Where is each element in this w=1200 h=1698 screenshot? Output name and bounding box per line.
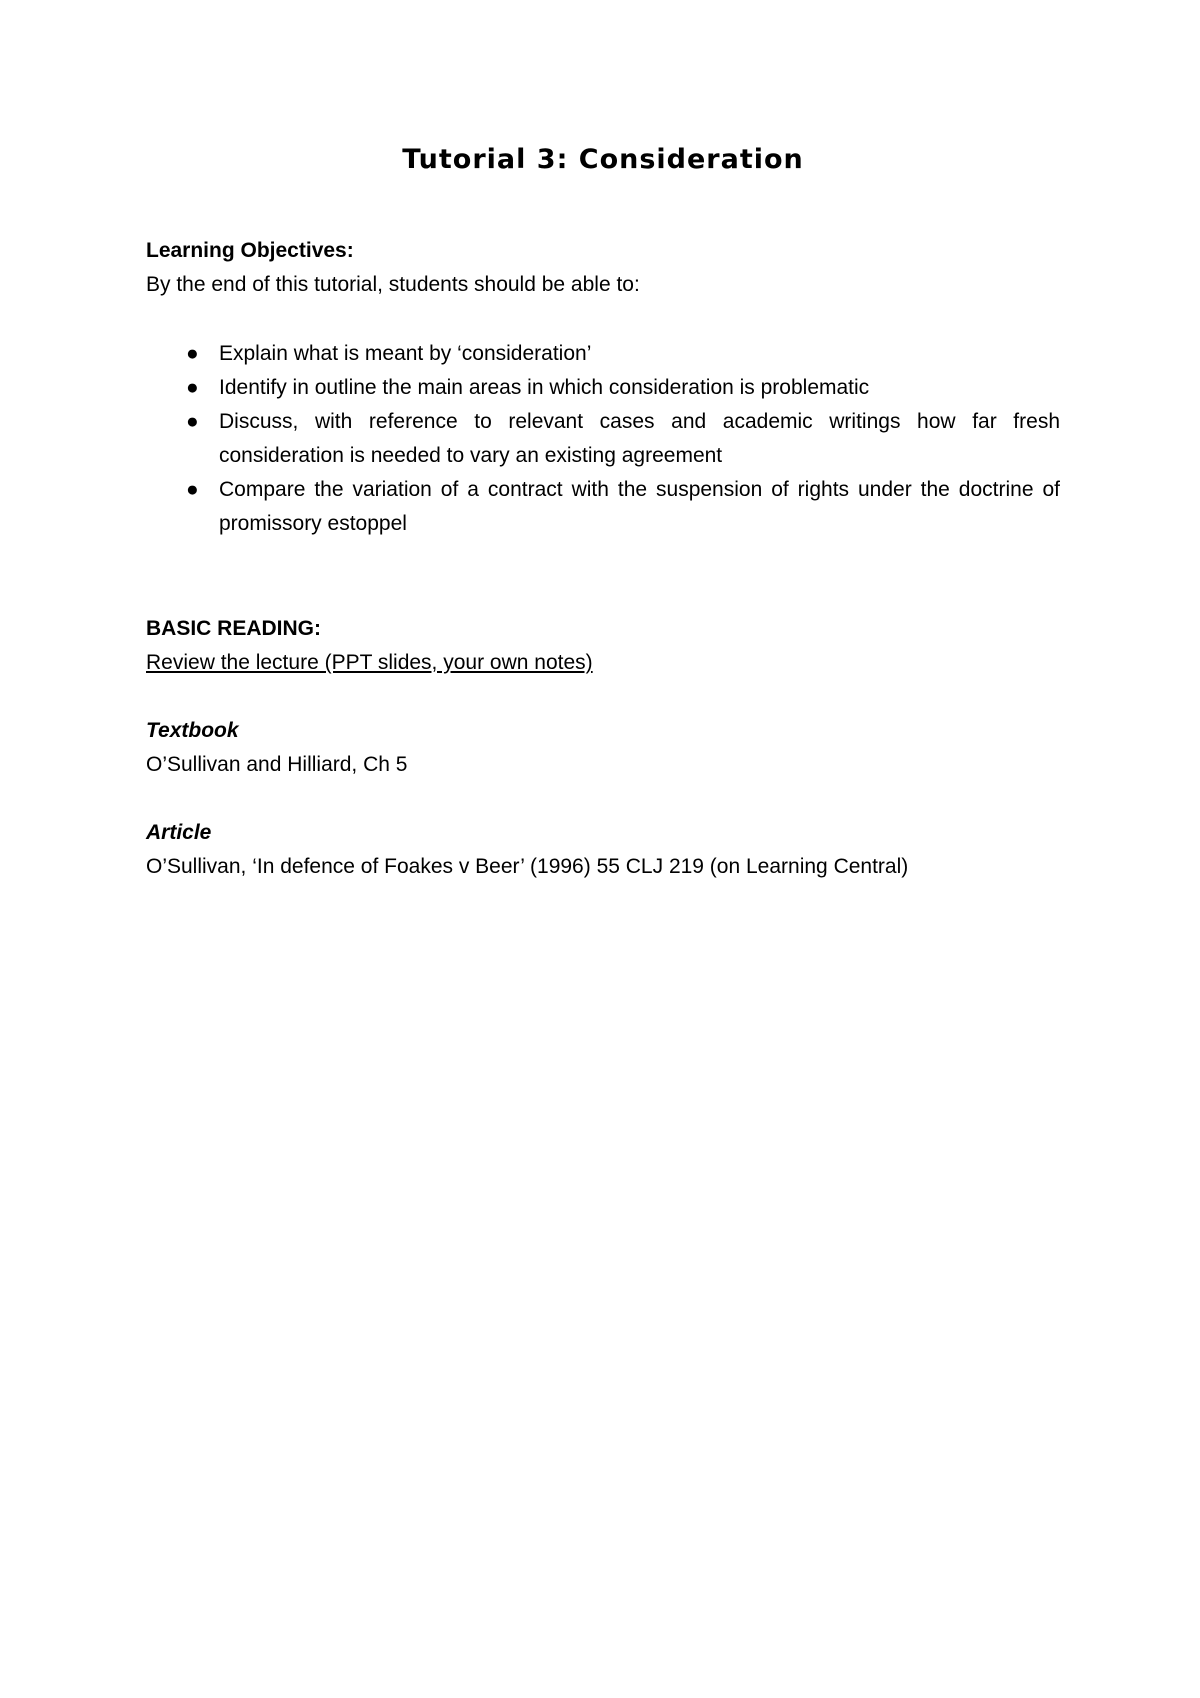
bullet-icon: ●	[186, 342, 199, 365]
objective-item	[146, 371, 1060, 405]
learning-objectives-heading: Learning Objectives:	[146, 239, 354, 262]
objective-text: Identify in outline the main areas in which consideration is problematic	[219, 376, 870, 399]
objective-text: Compare the variation of a contract with the suspension of rights under the doctrine of promissory estoppel	[219, 478, 1060, 535]
document-page	[146, 0, 1060, 1698]
objective-text: Explain what is meant by ‘consideration’	[219, 342, 592, 365]
document-title: Tutorial 3: Consideration	[402, 144, 804, 175]
review-lecture-note: Review the lecture (PPT slides, your own notes)	[146, 651, 593, 674]
bullet-icon: ●	[186, 376, 199, 399]
objective-item	[146, 337, 1060, 371]
objective-item	[146, 473, 1060, 541]
textbook-reference: O’Sullivan and Hilliard, Ch 5	[146, 753, 408, 776]
article-reference: O’Sullivan, ‘In defence of Foakes v Beer’ (1996) 55 CLJ 219 (on Learning Central)	[146, 855, 909, 878]
bullet-icon: ●	[186, 478, 199, 501]
textbook-label: Textbook	[146, 719, 239, 742]
learning-objectives-intro: By the end of this tutorial, students should be able to:	[146, 273, 640, 296]
basic-reading-heading: BASIC READING:	[146, 617, 322, 640]
objective-text: Discuss, with reference to relevant cases and academic writings how far fresh consideration is needed to vary an existing agreement	[219, 410, 1060, 467]
learning-objectives-list	[146, 337, 1060, 541]
article-label: Article	[146, 821, 212, 844]
bullet-icon: ●	[186, 410, 199, 433]
objective-item	[146, 405, 1060, 473]
